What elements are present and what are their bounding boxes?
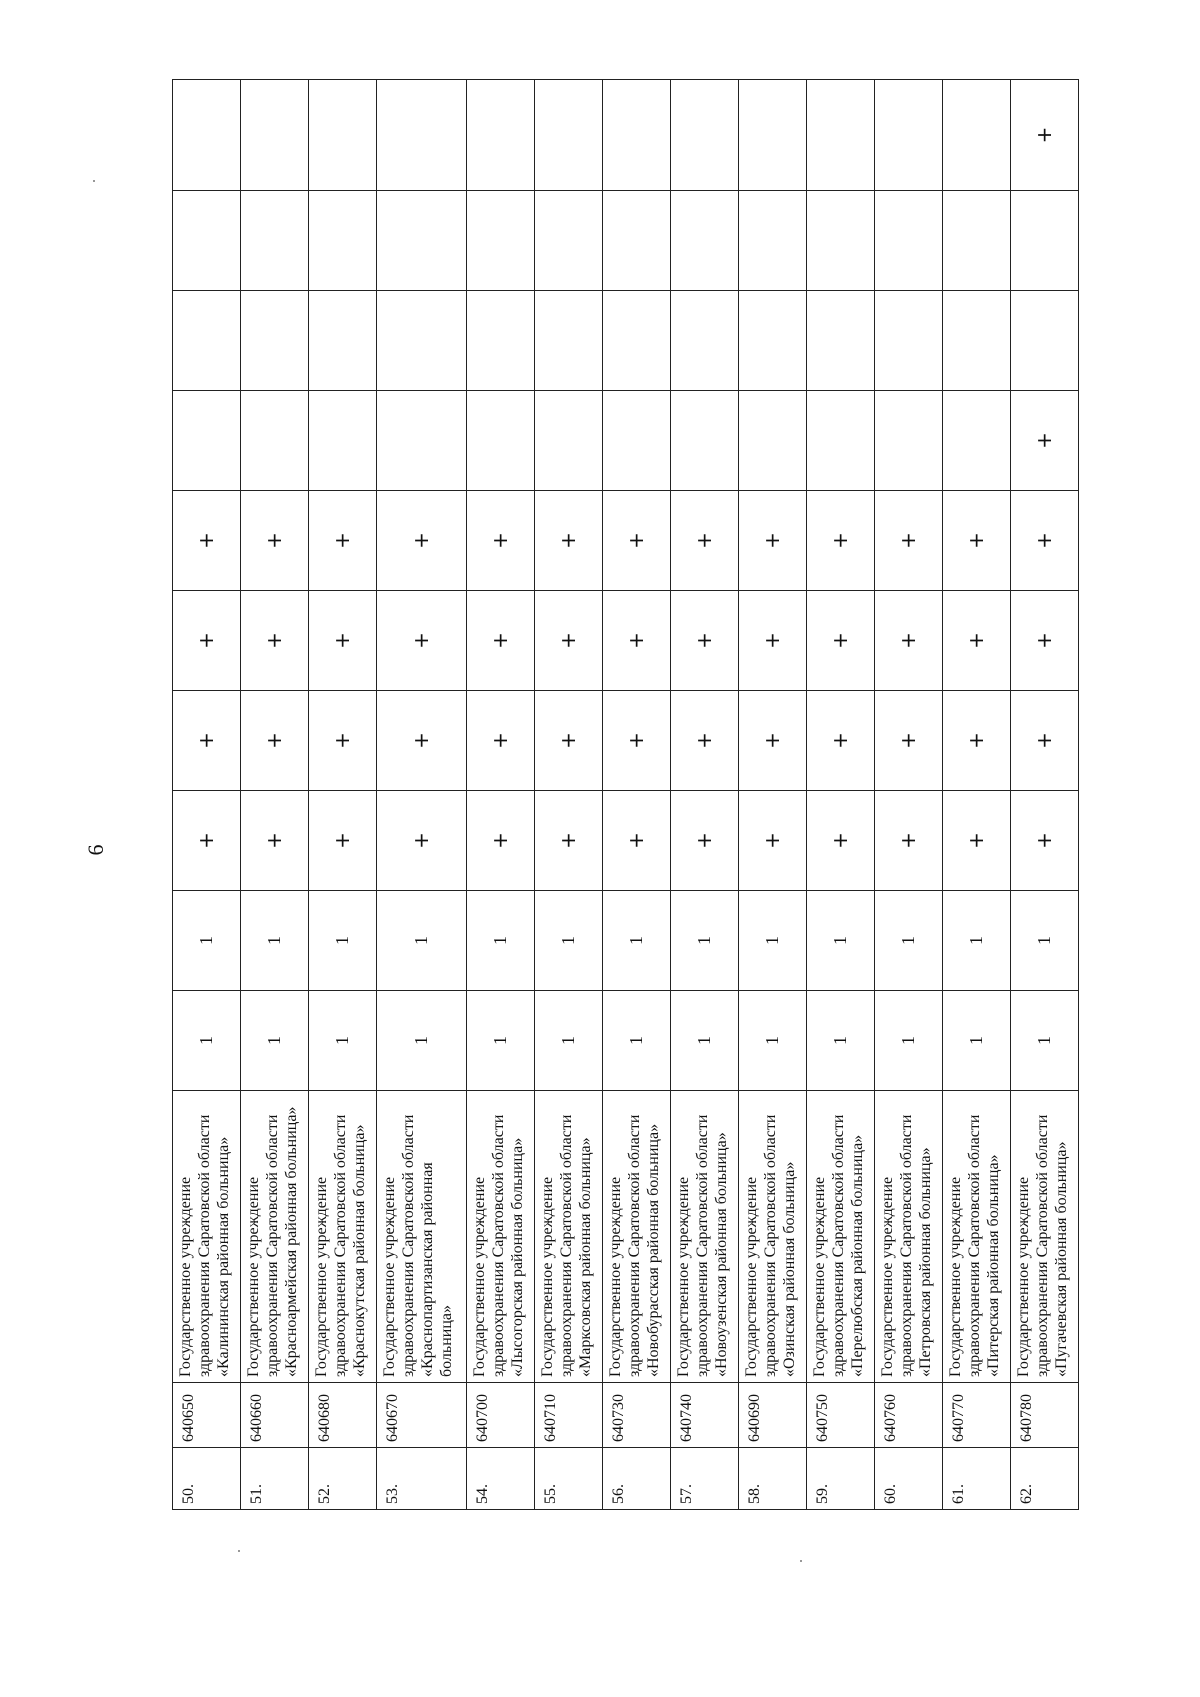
scan-speck: [93, 180, 95, 182]
mark-cell: +: [875, 791, 943, 891]
rotated-table-wrapper: [172, 80, 1092, 1510]
code-cell: 640690: [739, 1383, 807, 1448]
mark-cell: +: [309, 691, 377, 791]
institution-name-cell: Государственное учреждение здравоохранения Саратовской области «Питерская районная больница»: [943, 1091, 1011, 1383]
code-cell: 640780: [1011, 1383, 1079, 1448]
mark-cell: [467, 80, 535, 191]
row-number-cell: 51.: [241, 1448, 309, 1510]
table-row: [807, 80, 875, 1510]
mark-cell: +: [603, 691, 671, 791]
mark-cell: [671, 291, 739, 391]
mark-cell: +: [1011, 591, 1079, 691]
mark-cell: +: [875, 591, 943, 691]
table-row: [671, 80, 739, 1510]
mark-cell: [467, 391, 535, 491]
value-cell: 1: [173, 891, 241, 991]
scan-speck: [238, 1550, 240, 1552]
institution-name-cell: Государственное учреждение здравоохранения Саратовской области «Озинская районная больница»: [739, 1091, 807, 1383]
table-row: [1011, 80, 1079, 1510]
row-number-cell: 58.: [739, 1448, 807, 1510]
value-cell: 1: [739, 991, 807, 1091]
mark-cell: [241, 291, 309, 391]
institution-name-cell: Государственное учреждение здравоохранения Саратовской области «Калининская районная больница»: [173, 1091, 241, 1383]
mark-cell: +: [671, 791, 739, 891]
mark-cell: +: [467, 691, 535, 791]
row-number-cell: 52.: [309, 1448, 377, 1510]
mark-cell: [309, 391, 377, 491]
institution-name-cell: Государственное учреждение здравоохранения Саратовской области «Краснопартизанская районная больница»: [377, 1091, 467, 1383]
mark-cell: +: [739, 691, 807, 791]
row-number-cell: 59.: [807, 1448, 875, 1510]
code-cell: 640660: [241, 1383, 309, 1448]
mark-cell: [943, 391, 1011, 491]
value-cell: 1: [875, 891, 943, 991]
value-cell: 1: [535, 891, 603, 991]
mark-cell: +: [241, 491, 309, 591]
table-row: [467, 80, 535, 1510]
row-number-cell: 55.: [535, 1448, 603, 1510]
mark-cell: +: [173, 591, 241, 691]
mark-cell: +: [173, 791, 241, 891]
mark-cell: [603, 191, 671, 291]
mark-cell: +: [1011, 391, 1079, 491]
mark-cell: +: [377, 591, 467, 691]
row-number-cell: 54.: [467, 1448, 535, 1510]
value-cell: 1: [467, 991, 535, 1091]
mark-cell: +: [1011, 691, 1079, 791]
hospital-table: [172, 79, 1079, 1510]
mark-cell: +: [377, 491, 467, 591]
institution-name-cell: Государственное учреждение здравоохранения Саратовской области «Марксовская районная больница»: [535, 1091, 603, 1383]
code-cell: 640740: [671, 1383, 739, 1448]
mark-cell: +: [943, 491, 1011, 591]
mark-cell: [535, 391, 603, 491]
mark-cell: [875, 391, 943, 491]
mark-cell: [377, 191, 467, 291]
mark-cell: +: [467, 791, 535, 891]
mark-cell: +: [535, 791, 603, 891]
mark-cell: +: [603, 491, 671, 591]
value-cell: 1: [535, 991, 603, 1091]
row-number-cell: 50.: [173, 1448, 241, 1510]
mark-cell: +: [1011, 491, 1079, 591]
mark-cell: [603, 291, 671, 391]
value-cell: 1: [173, 991, 241, 1091]
table-row: [309, 80, 377, 1510]
code-cell: 640710: [535, 1383, 603, 1448]
mark-cell: [467, 291, 535, 391]
mark-cell: +: [875, 691, 943, 791]
mark-cell: [535, 191, 603, 291]
table-body: [173, 80, 1079, 1510]
mark-cell: +: [241, 691, 309, 791]
value-cell: 1: [467, 891, 535, 991]
institution-name-cell: Государственное учреждение здравоохранения Саратовской области «Петровская районная больница»: [875, 1091, 943, 1383]
value-cell: 1: [377, 891, 467, 991]
mark-cell: +: [241, 791, 309, 891]
table-row: [603, 80, 671, 1510]
mark-cell: [671, 391, 739, 491]
code-cell: 640680: [309, 1383, 377, 1448]
mark-cell: +: [875, 491, 943, 591]
value-cell: 1: [671, 891, 739, 991]
mark-cell: +: [309, 791, 377, 891]
value-cell: 1: [241, 891, 309, 991]
row-number-cell: 62.: [1011, 1448, 1079, 1510]
mark-cell: [739, 191, 807, 291]
mark-cell: +: [807, 691, 875, 791]
table-row: [377, 80, 467, 1510]
mark-cell: [739, 391, 807, 491]
institution-name-cell: Государственное учреждение здравоохранения Саратовской области «Новобурасская районная больница»: [603, 1091, 671, 1383]
mark-cell: +: [467, 491, 535, 591]
mark-cell: [467, 191, 535, 291]
mark-cell: [535, 80, 603, 191]
mark-cell: +: [739, 591, 807, 691]
mark-cell: +: [807, 491, 875, 591]
mark-cell: [807, 391, 875, 491]
code-cell: 640750: [807, 1383, 875, 1448]
code-cell: 640670: [377, 1383, 467, 1448]
page-number: 6: [83, 844, 108, 856]
mark-cell: [739, 291, 807, 391]
mark-cell: +: [377, 791, 467, 891]
table-row: [739, 80, 807, 1510]
mark-cell: +: [603, 791, 671, 891]
mark-cell: [377, 291, 467, 391]
institution-name-cell: Государственное учреждение здравоохранения Саратовской области «Лысогорская районная больница»: [467, 1091, 535, 1383]
mark-cell: +: [943, 591, 1011, 691]
mark-cell: [377, 80, 467, 191]
institution-name-cell: Государственное учреждение здравоохранения Саратовской области «Перелюбская районная больница»: [807, 1091, 875, 1383]
mark-cell: [173, 391, 241, 491]
mark-cell: [671, 191, 739, 291]
row-number-cell: 57.: [671, 1448, 739, 1510]
code-cell: 640730: [603, 1383, 671, 1448]
value-cell: 1: [603, 991, 671, 1091]
mark-cell: [603, 391, 671, 491]
mark-cell: [1011, 291, 1079, 391]
mark-cell: +: [535, 491, 603, 591]
row-number-cell: 60.: [875, 1448, 943, 1510]
mark-cell: [309, 291, 377, 391]
value-cell: 1: [1011, 891, 1079, 991]
row-number-cell: 61.: [943, 1448, 1011, 1510]
mark-cell: [807, 291, 875, 391]
table-row: [875, 80, 943, 1510]
mark-cell: [739, 80, 807, 191]
table-row: [535, 80, 603, 1510]
mark-cell: +: [739, 791, 807, 891]
mark-cell: [173, 80, 241, 191]
institution-name-cell: Государственное учреждение здравоохранения Саратовской области «Красноармейская районная больница»: [241, 1091, 309, 1383]
mark-cell: [241, 80, 309, 191]
mark-cell: +: [807, 791, 875, 891]
institution-name-cell: Государственное учреждение здравоохранения Саратовской области «Краснокутская районная больница»: [309, 1091, 377, 1383]
code-cell: 640650: [173, 1383, 241, 1448]
code-cell: 640770: [943, 1383, 1011, 1448]
institution-name-cell: Государственное учреждение здравоохранения Саратовской области «Новоузенская районная больница»: [671, 1091, 739, 1383]
value-cell: 1: [309, 991, 377, 1091]
mark-cell: [603, 80, 671, 191]
mark-cell: [875, 291, 943, 391]
mark-cell: +: [535, 691, 603, 791]
mark-cell: +: [1011, 791, 1079, 891]
mark-cell: [377, 391, 467, 491]
mark-cell: [807, 191, 875, 291]
mark-cell: +: [173, 691, 241, 791]
mark-cell: +: [309, 491, 377, 591]
table-row: [943, 80, 1011, 1510]
mark-cell: +: [535, 591, 603, 691]
code-cell: 640760: [875, 1383, 943, 1448]
value-cell: 1: [739, 891, 807, 991]
value-cell: 1: [241, 991, 309, 1091]
mark-cell: [241, 191, 309, 291]
value-cell: 1: [377, 991, 467, 1091]
value-cell: 1: [807, 991, 875, 1091]
mark-cell: +: [739, 491, 807, 591]
mark-cell: [1011, 191, 1079, 291]
mark-cell: [309, 191, 377, 291]
mark-cell: +: [173, 491, 241, 591]
mark-cell: +: [671, 491, 739, 591]
value-cell: 1: [807, 891, 875, 991]
mark-cell: [671, 80, 739, 191]
row-number-cell: 53.: [377, 1448, 467, 1510]
value-cell: 1: [1011, 991, 1079, 1091]
mark-cell: [535, 291, 603, 391]
mark-cell: +: [603, 591, 671, 691]
mark-cell: [943, 80, 1011, 191]
value-cell: 1: [309, 891, 377, 991]
mark-cell: [241, 391, 309, 491]
mark-cell: [875, 191, 943, 291]
mark-cell: +: [241, 591, 309, 691]
mark-cell: +: [671, 591, 739, 691]
mark-cell: [309, 80, 377, 191]
mark-cell: +: [467, 591, 535, 691]
code-cell: 640700: [467, 1383, 535, 1448]
mark-cell: +: [309, 591, 377, 691]
mark-cell: [173, 191, 241, 291]
mark-cell: [807, 80, 875, 191]
table-row: [241, 80, 309, 1510]
mark-cell: +: [1011, 80, 1079, 191]
value-cell: 1: [875, 991, 943, 1091]
mark-cell: +: [377, 691, 467, 791]
mark-cell: [943, 191, 1011, 291]
mark-cell: +: [943, 791, 1011, 891]
value-cell: 1: [603, 891, 671, 991]
mark-cell: [943, 291, 1011, 391]
value-cell: 1: [943, 891, 1011, 991]
mark-cell: [875, 80, 943, 191]
mark-cell: +: [807, 591, 875, 691]
institution-name-cell: Государственное учреждение здравоохранения Саратовской области «Пугачевская районная больница»: [1011, 1091, 1079, 1383]
row-number-cell: 56.: [603, 1448, 671, 1510]
value-cell: 1: [671, 991, 739, 1091]
mark-cell: +: [671, 691, 739, 791]
scan-speck: [800, 1560, 802, 1562]
mark-cell: +: [943, 691, 1011, 791]
table-row: [173, 80, 241, 1510]
value-cell: 1: [943, 991, 1011, 1091]
mark-cell: [173, 291, 241, 391]
